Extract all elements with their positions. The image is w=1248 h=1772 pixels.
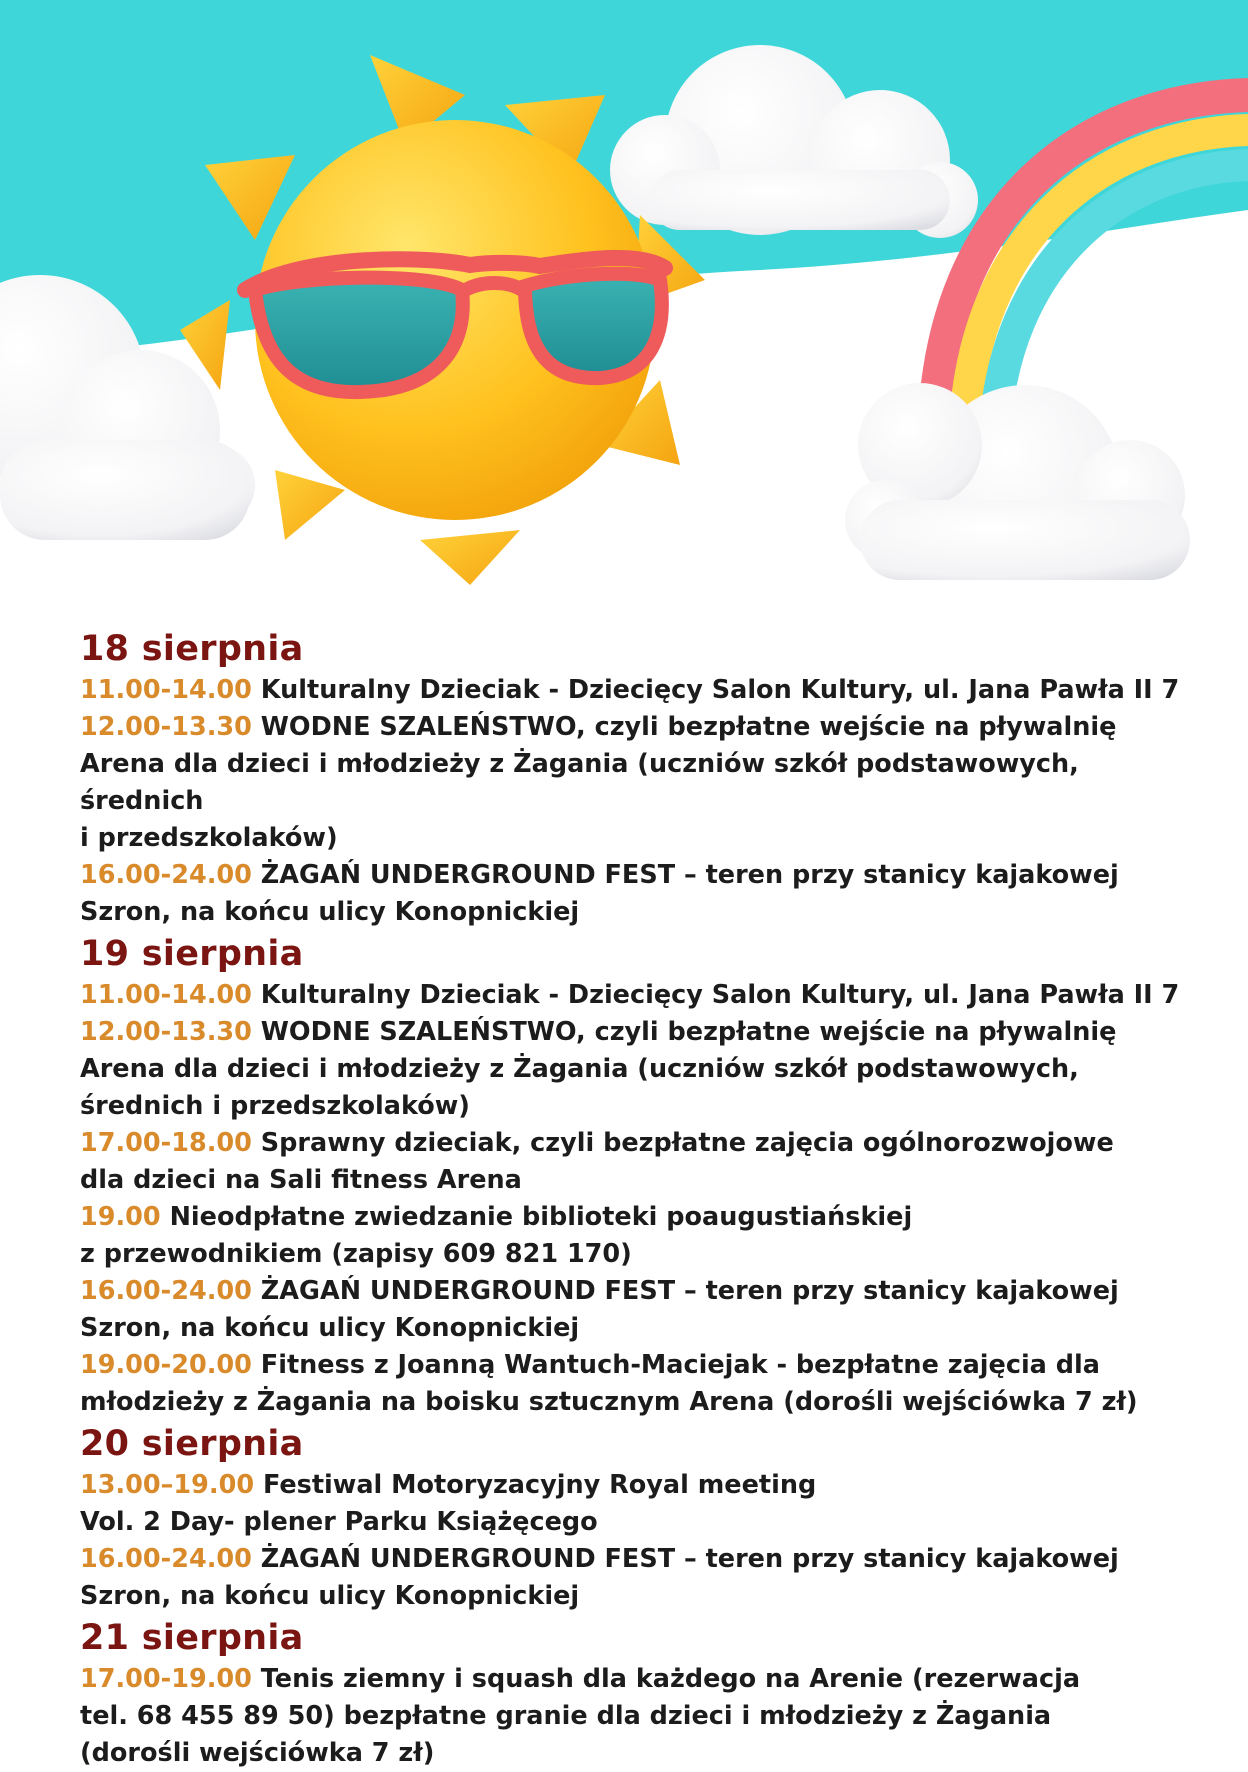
event-line-continued [80, 1162, 1200, 1199]
event-line-continued [80, 1578, 1200, 1615]
event-description: Fitness z Joanną Wantuch-Maciejak - bezpłatne zajęcia dla [260, 1350, 1100, 1380]
event-line [80, 1199, 1200, 1236]
event-time: 17.00-18.00 [80, 1128, 252, 1158]
event-line-continued [80, 1504, 1200, 1541]
event-description: Szron, na końcu ulicy Konopnickiej [80, 1581, 580, 1611]
event-time: 12.00-13.30 [80, 1017, 252, 1047]
event-description: Szron, na końcu ulicy Konopnickiej [80, 897, 580, 927]
event-description: WODNE SZALEŃSTWO, czyli bezpłatne wejście na pływalnię [260, 1017, 1117, 1047]
event-description: ŻAGAŃ UNDERGROUND FEST – teren przy stanicy kajakowej [260, 1544, 1119, 1574]
day-heading: 18 sierpnia [80, 629, 304, 669]
event-description: (dorośli wejściówka 7 zł) [80, 1738, 435, 1768]
event-time: 11.00-14.00 [80, 675, 252, 705]
event-time: 19.00-20.00 [80, 1350, 252, 1380]
event-line [80, 1541, 1200, 1578]
event-description: ŻAGAŃ UNDERGROUND FEST – teren przy stanicy kajakowej [260, 860, 1119, 890]
event-line-continued [80, 1051, 1200, 1088]
event-line [80, 709, 1200, 746]
day-heading: 19 sierpnia [80, 934, 304, 974]
event-line-continued [80, 820, 1200, 857]
event-line-continued [80, 1310, 1200, 1347]
event-description: tel. 68 455 89 50) bezpłatne granie dla dzieci i młodzieży z Żagania [80, 1701, 1052, 1731]
event-line-continued [80, 1384, 1200, 1421]
event-time: 16.00-24.00 [80, 1544, 252, 1574]
event-description: Vol. 2 Day- plener Parku Książęcego [80, 1507, 598, 1537]
event-description: WODNE SZALEŃSTWO, czyli bezpłatne wejście na pływalnię [260, 712, 1117, 742]
event-description: z przewodnikiem (zapisy 609 821 170) [80, 1239, 632, 1269]
event-line [80, 977, 1200, 1014]
event-time: 19.00 [80, 1202, 161, 1232]
event-time: 11.00-14.00 [80, 980, 252, 1010]
event-description: dla dzieci na Sali fitness Arena [80, 1165, 522, 1195]
event-line [80, 1125, 1200, 1162]
event-description: Kulturalny Dzieciak - Dziecięcy Salon Kultury, ul. Jana Pawła II 7 [260, 980, 1180, 1010]
event-description: średnich i przedszkolaków) [80, 1091, 470, 1121]
event-description: młodzieży z Żagania na boisku sztucznym Arena (dorośli wejściówka 7 zł) [80, 1387, 1138, 1417]
event-line-continued [80, 894, 1200, 931]
event-description: Festiwal Motoryzacyjny Royal meeting [262, 1470, 817, 1500]
event-description: Arena dla dzieci i młodzieży z Żagania (uczniów szkół podstawowych, [80, 1054, 1079, 1084]
event-line [80, 1273, 1200, 1310]
event-time: 17.00-19.00 [80, 1664, 252, 1694]
event-time: 16.00-24.00 [80, 1276, 252, 1306]
event-time: 16.00-24.00 [80, 860, 252, 890]
event-schedule [80, 626, 1200, 1772]
event-line [80, 672, 1200, 709]
event-time: 13.00–19.00 [80, 1470, 255, 1500]
event-description: Tenis ziemny i squash dla każdego na Arenie (rezerwacja [260, 1664, 1081, 1694]
event-line-continued [80, 1088, 1200, 1125]
event-line [80, 1014, 1200, 1051]
event-line-continued [80, 1735, 1200, 1772]
event-line-continued [80, 1698, 1200, 1735]
event-description: Sprawny dzieciak, czyli bezpłatne zajęcia ogólnorozwojowe [260, 1128, 1114, 1158]
cloud-icon-right [845, 383, 1190, 580]
event-line [80, 1467, 1200, 1504]
event-description: Kulturalny Dzieciak - Dziecięcy Salon Kultury, ul. Jana Pawła II 7 [260, 675, 1180, 705]
day-heading: 21 sierpnia [80, 1618, 304, 1658]
event-line [80, 857, 1200, 894]
event-description: Nieodpłatne zwiedzanie biblioteki poaugustiańskiej [169, 1202, 913, 1232]
event-line-continued [80, 746, 1200, 820]
event-description: ŻAGAŃ UNDERGROUND FEST – teren przy stanicy kajakowej [260, 1276, 1119, 1306]
event-description: i przedszkolaków) [80, 823, 338, 853]
event-line-continued [80, 1236, 1200, 1273]
hero-illustration [0, 0, 1248, 620]
event-time: 12.00-13.30 [80, 712, 252, 742]
day-heading: 20 sierpnia [80, 1424, 304, 1464]
event-description: Szron, na końcu ulicy Konopnickiej [80, 1313, 580, 1343]
event-description: Arena dla dzieci i młodzieży z Żagania (uczniów szkół podstawowych, średnich [80, 749, 1079, 816]
event-line [80, 1347, 1200, 1384]
event-line [80, 1661, 1200, 1698]
